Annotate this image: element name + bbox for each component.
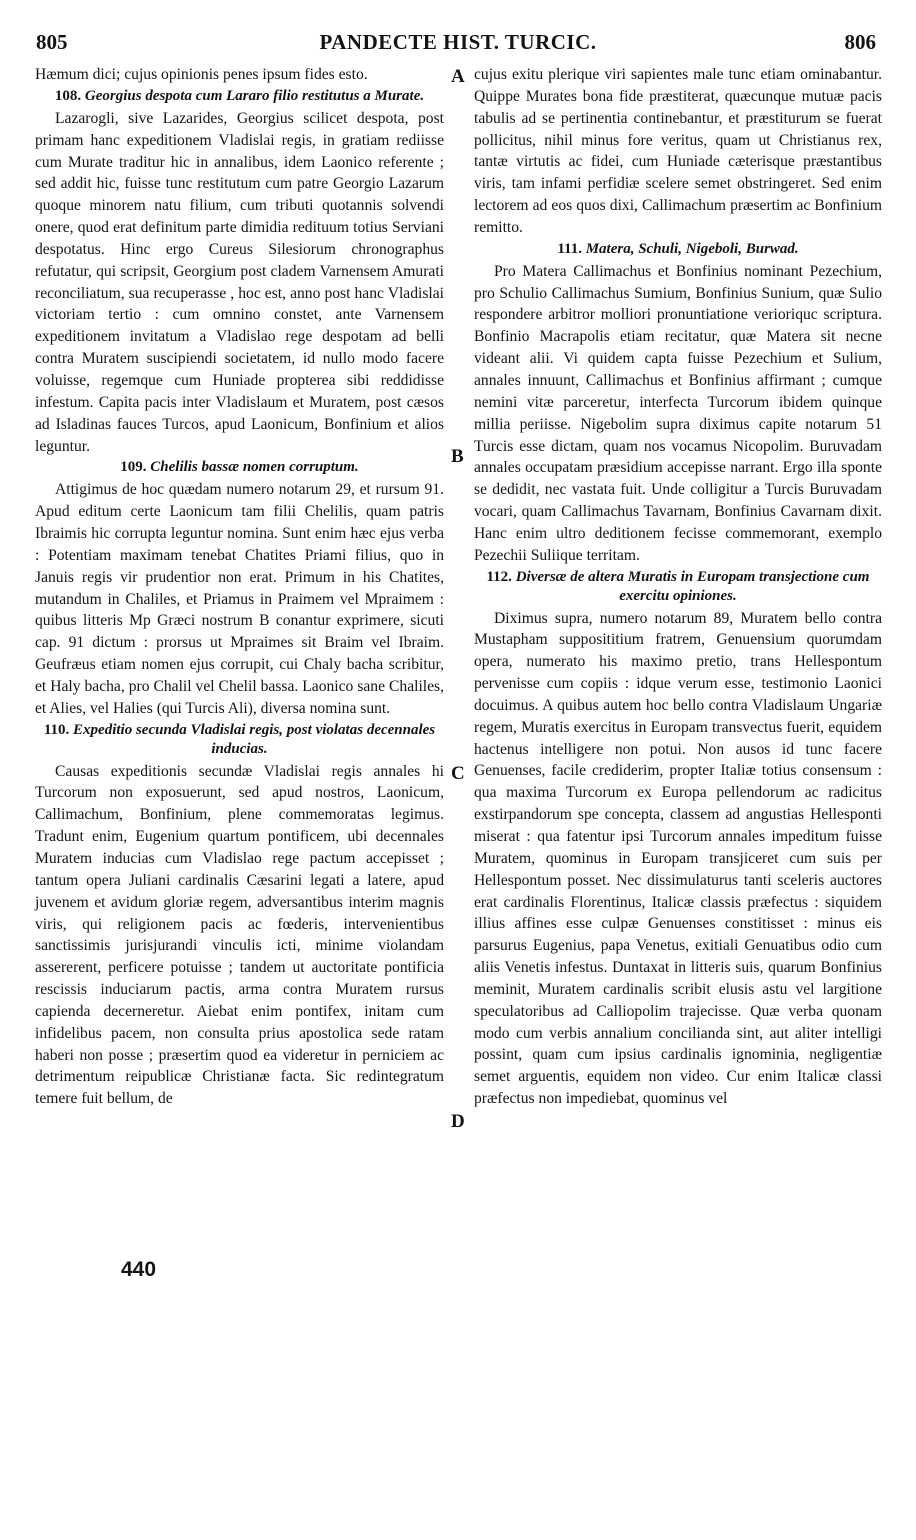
- section-title: Expeditio secunda Vladislai regis, post violatas decennales inducias.: [73, 721, 436, 757]
- section-number: 110.: [43, 721, 70, 738]
- paragraph: Attigimus de hoc quædam numero notarum 29, et rursum 91. Apud editum certe Laonicum tam filii Chelilis, quam patris Ibraimis hic corrupta leguntur nomina. Sunt enim hæc ejus verba : Potentiam maximam tenebat Chatites Priami filius, quo in Januis regis vir prudentior non erat. Primum in his Chatites, mutandum in Chaliles, et Priamus in Praimem vel Mpraimem : quibus litteris Mp Græci nostrum B conantur exprimere, sicuti cap. 91 dictum : prorsus ut Mpraimes sit Braim vel Ibraim. Geufræus etiam nomen ejus corrupit, cui Chaly bacha scribitur, et Haly bacha, pro Chalil vel Chelil bassa. Laonico sane Chaliles, et Alies, vel Halies (qui Turcis Ali), diversa nomina sunt.: [35, 481, 444, 717]
- page-number-left: 805: [36, 30, 68, 54]
- opening-line: Hæmum dici; cujus opinionis penes ipsum fides esto.: [35, 66, 368, 83]
- section-title: Diversæ de altera Muratis in Europam transjectione cum exercitu opiniones.: [515, 568, 870, 604]
- section-number: 111.: [557, 240, 582, 257]
- paragraph: Lazarogli, sive Lazarides, Georgius scilicet despota, post primam hanc expeditionem Vladislai regis, in gratiam rediisse cum Murate traditur hic in annalibus, idem Laonico referente ; sed addit hic, fuisse tunc restitutum cum patre Georgio Lazarum quoque minorem natu filium, cum tributi quotannis solvendi onere, quod erat definitum parte dimidia redituum totius Serviani despotatus. Hinc ergo Cureus Silesiorum chronographus refutatur, qui scripsit, Georgium post cladem Varnensem Amurati reconciliatum, sua recuperasse , hoc est, anno post hanc Vladislai victoriam tertio : cum omnino constet, ante Varnensem expeditionem invitatum a Vladislao rege despotam ad belli contra Muratem suscipiendi societatem, id nullo modo facere voluisse, regemque cum Huniade propterea sibi reddidisse infestum. Capita pacis inter Vladislaum et Muratem, post cæsos ad Isladinas fauces Turcos, apud Laonicum, Bonfinium et alios leguntur.: [35, 109, 444, 455]
- left-column: [35, 64, 444, 1110]
- page-number-right: 806: [844, 30, 876, 54]
- margin-letter-d: D: [451, 1111, 465, 1132]
- paragraph: Diximus supra, numero notarum 89, Muratem bello contra Mustapham supposititium fratrem, Genuensium quorumdam opera, numerato his maximo pretio, trans Hellespontum pervenisse cum copiis : idque verum esse, testimonio Laonici docuimus. A quibus autem hoc bello contra Vladislaum Ungariæ regem, Muratis exercitus in Europam transvectus fuerit, equidem hactenus intelligere non potui. Non ausos id tunc facere Genuenses, facile crediderim, propter Italiæ totius consensum : qua maxima Turcorum ex Europa pellendorum ac radicitus exstirpandorum spe concepta, classem ad angustias Hellesponti miserat : qua fatentur ipsi Turcorum annales impeditum fuisse Muratem, quominus in Europam transjiceret cum suis per Hellespontum posset. Nec dissimulaturus tanti sceleris auctores erat cardinalis Florentinus, Italicæ classis præfectus : siquidem illius affines esse culpæ Genuenses constitisset : minus eis parsurus Eugenius, papa Venetus, exitiali Genuatibus odio cum aliis Venetis infestus. Duntaxat in litteris suis, quarum Bonfinius meminit, Muratem cardinalis scribit elusis astu vel largitione speculatoribus ad Calliopolim trajecisse. Quæ verba quonam modo cum verbis annalium concilianda sint, aut aliter intelligi possint, quam cum ipsius cardinalis ignominia, negligentiæ semet arguentis, equidem non video. Cur enim Italicæ classi præfectus non impediebat, quominus vel: [474, 609, 882, 1108]
- paragraph: Pro Matera Callimachus et Bonfinius nominant Pezechium, pro Schulio Callimachus Sumium, Bonfinius Sunium, quæ Sulio respondere arbitror molliori pronuntiatione verioriquc scriptura. Bonfinio Macrapolis etiam recitatur, quæ Matera sit necne videant alii. Vi quidem capta fuisse Pezechium et Sulium, annales innuunt, Callimachus et Bonfinius affirmant ; cumque nemini vitæ parceretur, interfecta Turcorum ibidem quinque millia periisse. Nigebolim supra diximus capite notarum 51 Turcis esse dictam, quam nos vocamus Nicopolim. Buruvadam annales occupatam præsidium accepisse narrant. Ergo illa sponte se dedidit, nec vastata fuit. Unde colligitur a Turcis Buruvadam vocari, quam Callimachus Tavarnam, Bonfinius Cavarnam dixit. Hanc enim ultro deditionem fecisse commemorant, exemplo Pezechii Suliique territam.: [474, 262, 882, 564]
- margin-letter-b: B: [451, 446, 464, 467]
- section-heading: [474, 567, 882, 608]
- section-title: Georgius despota cum Lararo filio restitutus a Murate.: [84, 87, 425, 104]
- section-heading: [35, 86, 444, 108]
- section-number: 112.: [486, 568, 512, 585]
- section-heading: [474, 239, 882, 261]
- section-number: 109.: [120, 459, 147, 476]
- margin-letter-a: A: [451, 66, 465, 87]
- margin-letter-c: C: [451, 763, 465, 784]
- section-heading: [35, 457, 444, 479]
- paragraph: Causas expeditionis secundæ Vladislai regis annales hi Turcorum non exposuerunt, sed apud nostros, Laonicum, Callimachum, Bonfinium, plene commemoratas legimus. Tradunt enim, Eugenium quartum pontificem, ubi decennales Muratem inducias cum Vladislao rege pactum accepisset ; tantum opera Juliani cardinalis Cæsarini legati a latere, apud juvenem et avidum gloriæ regem, adversantibus interim magnis viris, qui religionem pacis ac fœderis, intervenientibus sanctissimis jurisjurandi vinculis icti, minime violandam assererent, perficere potuisse ; tandem ut auctoritate pontificia rescissis induciarum pactis, arma contra Muratem rursus capienda decerneretur. Aiebat enim pontifex, initam cum infidelibus pacem, non consulta prius apostolica sede ratam haberi non posse ; præsertim quod ea videretur in perniciem ac detrimentum reipublicæ Christianæ facta. Sic redintegratum temere fuit bellum, de: [35, 762, 444, 1108]
- section-title: Matera, Schuli, Nigeboli, Burwad.: [585, 240, 799, 257]
- section-title: Chelilis bassæ nomen corruptum.: [150, 459, 359, 476]
- section-heading: [35, 720, 444, 761]
- section-number: 108.: [54, 87, 82, 104]
- running-title: PANDECTE HIST. TURCIC.: [319, 30, 597, 54]
- signature-mark: 440: [121, 1258, 157, 1281]
- opening-paragraph: cujus exitu plerique viri sapientes male tunc etiam ominabantur. Quippe Murates bona fide præstiterat, quæcunque mutuæ pacis tabulis ad se pertinentia continebantur, et præstiturum se fuerat pollicitus, nihil minus fore veritus, quam ut Christianus rex, tantæ virtutis ac fidei, cum Huniade cæterisque præstantibus viris, tam infami perfidiæ scelere semet obstringeret. Sed enim lectorem ad eos quos dixi, Callimachum præsertim ac Bonfinium remitto.: [474, 66, 882, 236]
- page-header: [0, 30, 916, 60]
- right-column: [474, 64, 882, 1110]
